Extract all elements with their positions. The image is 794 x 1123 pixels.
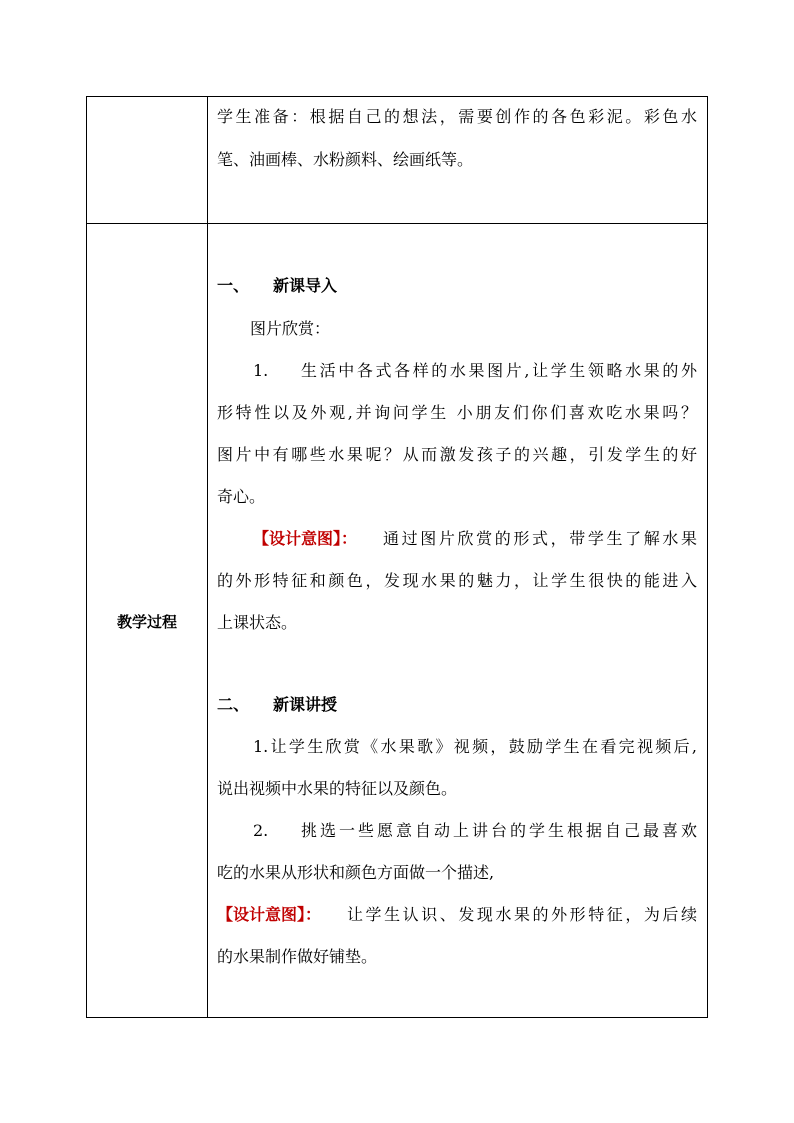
section1-subtitle: 图片欣赏： xyxy=(250,319,331,338)
section2-design-tag: 【设计意图】： xyxy=(217,905,322,924)
section2-item2-number: 2. xyxy=(253,821,269,840)
section2-item1-line1: 1.让学生欣赏《水果歌》视频，鼓励学生在看完视频后, xyxy=(253,737,697,756)
section1-design-line1: 通过图片欣赏的形式，带学生了解水果 xyxy=(383,529,697,548)
section2-item1-line2: 说出视频中水果的特征以及颜色。 xyxy=(217,779,458,798)
section1-item1-line4: 奇心。 xyxy=(217,487,266,506)
section1-item1-line3: 图片中有哪些水果呢？从而激发孩子的兴趣，引发学生的好 xyxy=(217,445,697,464)
section1-number: 一、 xyxy=(217,276,250,295)
section2-title: 新课讲授 xyxy=(273,695,338,714)
section1-item1-line1: 生活中各式各样的水果图片,让学生领略水果的外 xyxy=(301,361,697,380)
section2-design-line2: 的水果制作做好铺垫。 xyxy=(217,947,378,966)
section2-item2-line1: 挑选一些愿意自动上讲台的学生根据自己最喜欢 xyxy=(301,821,697,840)
section2-design-line1: 让学生认识、发现水果的外形特征，为后续 xyxy=(347,905,697,924)
row-label-teaching-process: 教学过程 xyxy=(116,612,177,631)
section2-item2-line2: 吃的水果从形状和颜色方面做一个描述, xyxy=(217,863,495,882)
section1-design-line2: 的外形特征和颜色，发现水果的魅力，让学生很快的能进入 xyxy=(217,571,697,590)
section1-item1-line2: 形特性以及外观,并询问学生 小朋友们你们喜欢吃水果吗？ xyxy=(217,403,697,422)
section2-number: 二、 xyxy=(217,695,250,714)
section1-item1-number: 1. xyxy=(253,361,269,380)
row1-line1: 学生准备：根据自己的想法，需要创作的各色彩泥。彩色水 xyxy=(217,107,697,126)
lesson-table xyxy=(86,96,708,1018)
section1-design-tag: 【设计意图】： xyxy=(253,529,358,548)
column-divider xyxy=(207,97,208,1017)
row1-line2: 笔、油画棒、水粉颜料、绘画纸等。 xyxy=(217,150,474,169)
section1-design-line3: 上课状态。 xyxy=(217,613,298,632)
section1-title: 新课导入 xyxy=(273,276,338,295)
